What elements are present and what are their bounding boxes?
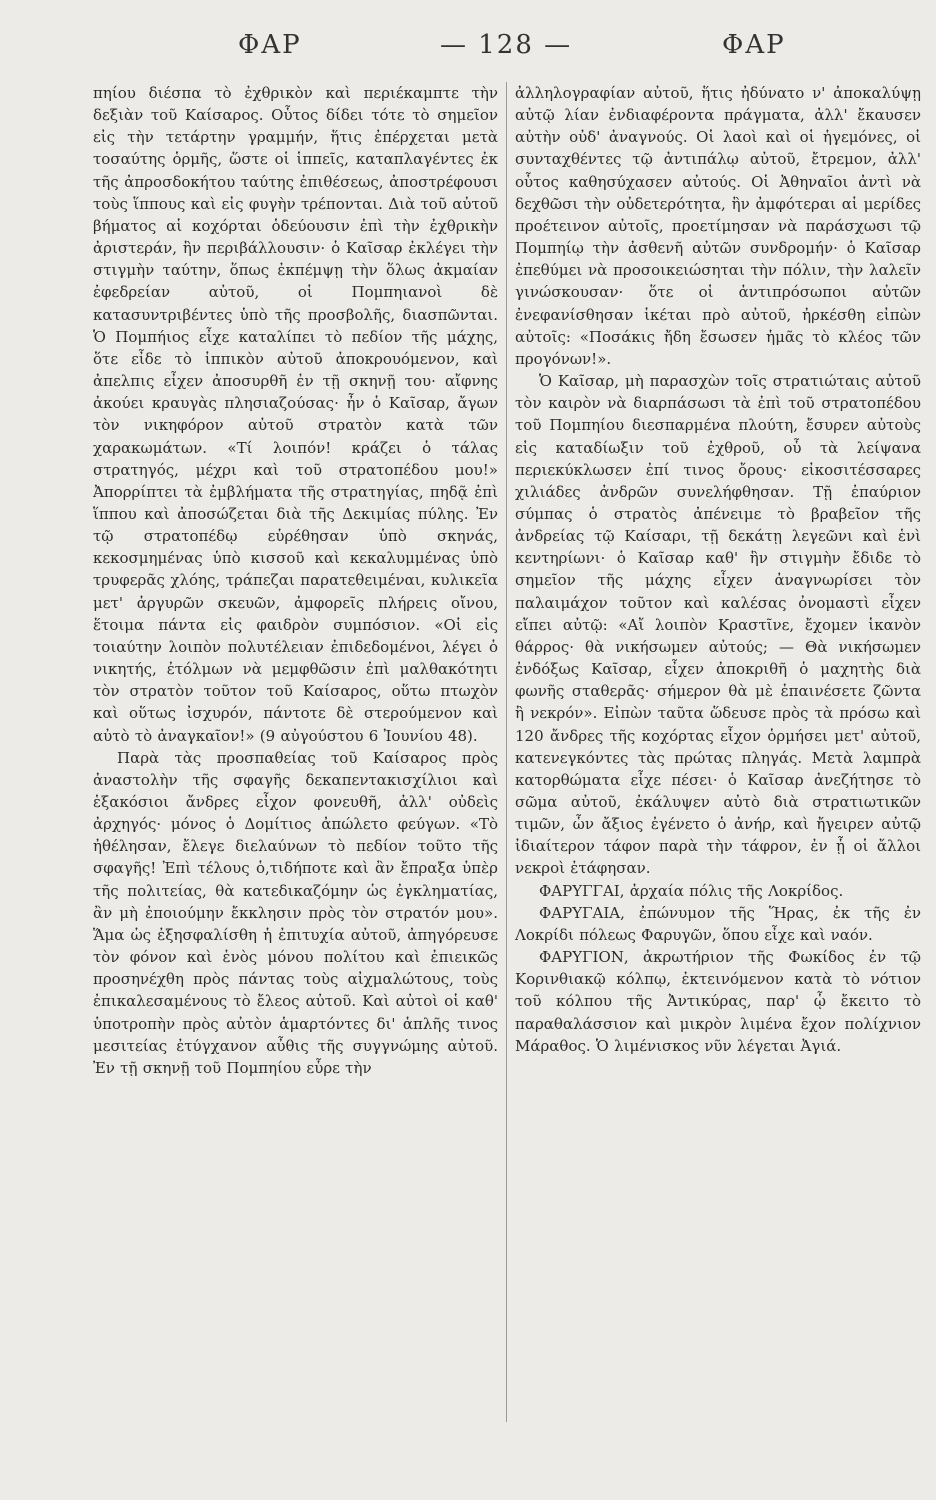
column-divider [506,82,507,1422]
page-number: — 128 — [440,30,573,60]
entry-farygai: ΦΑΡΥΓΓΑΙ, ἀρχαία πόλις τῆς Λοκρίδος. [539,881,844,900]
right-paragraph-1: ἀλληλογραφίαν αὐτοῦ, ἥτις ἠδύνατο ν' ἀποκαλύψῃ αὐτῷ λίαν ἐνδιαφέροντα πράγματα, ἀλλ' ἔκαυσεν αὐτὴν οὐδ' ἀναγνούς. Οἱ λαοὶ καὶ οἱ ἡγεμόνες, οἱ συνταχθέντες τῷ ἀντιπάλῳ αὐτοῦ, ἔτρεμον, ἀλλ' οὗτος καθησύχασεν αὐτούς. Οἱ Ἀθηναῖοι ἀντὶ νὰ δεχθῶσι τὴν οὐδετερότητα, ἣν ἀμφότεραι αἱ μερίδες προέτεινον αὐτοῖς, προετίμησαν νὰ παράσχωσι τῷ Πομπηίῳ τὴν ἀσθενῆ αὐτῶν συνδρομήν· ὁ Καῖσαρ ἐπεθύμει νὰ προσοικειώσηται τὴν πόλιν, τὴν λαλεῖν γινώσκουσαν· ὅτε οἱ ἀντιπρόσωποι αὐτῶν ἐνεφανίσθησαν ἱκέται πρὸ αὐτοῦ, ἠρκέσθη εἰπὼν αὐτοῖς: «Ποσάκις ἤδη ἔσωσεν ἡμᾶς τὸ κλέος τῶν προγόνων!». [515,84,921,368]
left-paragraph-2: Παρὰ τὰς προσπαθείας τοῦ Καίσαρος πρὸς ἀναστολὴν τῆς σφαγῆς δεκαπεντακισχίλιοι καὶ ἑξακόσιοι ἄνδρες εἶχον φονευθῆ, ἀλλ' οὐδεὶς ἀρχηγός· μόνος ὁ Δομίτιος ἀπώλετο φεύγων. «Τὸ ἠθέλησαν, ἔλεγε διελαύνων τὸ πεδίον τοῦτο τῆς σφαγῆς! Ἐπὶ τέλους ὁ,τιδήποτε καὶ ἂν ἔπραξα ὑπὲρ τῆς πολιτείας, θὰ κατεδικαζόμην ὡς ἐγκληματίας, ἂν μὴ ἐποιούμην ἔκκλησιν πρὸς τὸν στρατόν μου». Ἅμα ὡς ἐξησφαλίσθη ἡ ἐπιτυχία αὐτοῦ, ἀπηγόρευσε τὸν φόνον καὶ ἑνὸς μόνου πολίτου καὶ ἐπιεικῶς προσηνέχθη πρὸς πάντας τοὺς αἰχμαλώτους, τοὺς ἐπικαλεσαμένους τὸ ἔλεος αὐτοῦ. Καὶ αὐτοὶ οἱ καθ' ὑποτροπὴν πρὸς αὐτὸν ἁμαρτόντες δι' ἁπλῆς τινος μεσιτείας ἐτύγχανον αὖθις τῆς συγγνώμης αὐτοῦ. Ἐν τῇ σκηνῇ τοῦ Πομπηίου εὗρε τὴν [93,748,498,1077]
running-head-right: ΦΑΡ [722,30,786,60]
right-paragraph-2: Ὁ Καῖσαρ, μὴ παρασχὼν τοῖς στρατιώταις αὐτοῦ τὸν καιρὸν νὰ διαρπάσωσι τὰ ἐπὶ τοῦ στρατοπέδου τοῦ Πομπηίου διεσπαρμένα πλούτη, ἔσυρεν αὐτοὺς εἰς καταδίωξιν τοῦ ἐχθροῦ, οὗ τὰ λείψανα περιεκύκλωσεν ἐπί τινος ὄρους· εἰκοσιτέσσαρες χιλιάδες ἀνδρῶν συνελήφθησαν. Τῇ ἐπαύριον σύμπας ὁ στρατὸς ἀπένειμε τὸ βραβεῖον τῆς ἀνδρείας τῷ Καίσαρι, τῇ δεκάτῃ λεγεῶνι καὶ ἑνὶ κεντηρίωνι· ὁ Καῖσαρ καθ' ἣν στιγμὴν ἔδιδε τὸ σημεῖον τῆς μάχης εἶχεν ἀναγνωρίσει τὸν παλαιμάχον τοῦτον καὶ καλέσας ὀνομαστὶ εἶχεν εἴπει αὐτῷ: «Αἴ λοιπὸν Κραστῖνε, ἔχομεν ἱκανὸν θάρρος· θὰ νικήσωμεν αὐτούς; — Θὰ νικήσωμεν ἐνδόξως Καῖσαρ, εἶχεν ἀποκριθῆ ὁ μαχητὴς διὰ φωνῆς σταθερᾶς· σήμερον θὰ μὲ ἐπαινέσετε ζῶντα ἢ νεκρόν». Εἰπὼν ταῦτα ὥδευσε πρὸς τὰ πρόσω καὶ 120 ἄνδρες τῆς κοχόρτας εἶχον ὁρμήσει μετ' αὐτοῦ, κατενεγκόντες τὰς πρώτας πληγάς. Μετὰ λαμπρὰ κατορθώματα εἶχε πέσει· ὁ Καῖσαρ ἀνεζήτησε τὸ σῶμα αὐτοῦ, ἐκάλυψεν αὐτὸ διὰ στρατιωτικῶν τιμῶν, ὧν ἄξιος ἐγένετο ὁ ἀνήρ, καὶ ἤγειρεν αὐτῷ ἰδιαίτερον τάφον παρὰ τὴν τάφρον, ἐν ᾗ οἱ ἄλλοι νεκροὶ ἐτάφησαν. [515,372,921,878]
entry-farygaia: ΦΑΡΥΓΑΙΑ, ἐπώνυμον τῆς Ἥρας, ἐκ τῆς ἐν Λοκρίδι πόλεως Φαρυγῶν, ὅπου εἶχε καὶ ναόν. [515,903,921,944]
entry-farygion: ΦΑΡΥΓΙΟΝ, ἀκρωτήριον τῆς Φωκίδος ἐν τῷ Κορινθιακῷ κόλπῳ, ἐκτεινόμενον κατὰ τὸ νότιον τοῦ κόλπου τῆς Ἀντικύρας, παρ' ᾧ ἔκειτο τὸ παραθαλάσσιον καὶ μικρὸν λιμένα ἔχον πολίχνιον Μάραθος. Ὁ λιμένισκος νῦν λέγεται Ἀγιά. [515,948,921,1055]
left-paragraph-1: πηίου διέσπα τὸ ἐχθρικὸν καὶ περιέκαμπτε τὴν δεξιὰν τοῦ Καίσαρος. Οὗτος δίδει τότε τὸ σημεῖον εἰς τὴν τετάρτην γραμμήν, ἥτις ἐπέρχεται μετὰ τοσαύτης ὁρμῆς, ὥστε οἱ ἱππεῖς, καταπλαγέντες ἐκ τῆς ἀπροσδοκήτου ταύτης ἐπιθέσεως, ἀποστρέφουσι τοὺς ἵππους καὶ εἰς φυγὴν τρέπονται. Διὰ τοῦ αὐτοῦ βήματος αἱ κοχόρται ὁδεύουσιν ἐπὶ τὴν ἐχθρικὴν ἀριστεράν, ἣν περιβάλλουσιν· ὁ Καῖσαρ ἐκλέγει τὴν στιγμὴν ταύτην, ὅπως ἐκπέμψῃ τὴν ὅλως ἀκμαίαν ἐφεδρείαν αὐτοῦ, οἱ Πομπηιανοὶ δὲ κατασυντριβέντες ὑπὸ τῆς προσβολῆς, διασπῶνται. Ὁ Πομπήιος εἶχε καταλίπει τὸ πεδίον τῆς μάχης, ὅτε εἶδε τὸ ἱππικὸν αὐτοῦ ἀποκρουόμενον, καὶ ἀπελπις εἶχεν ἀποσυρθῆ ἐν τῇ σκηνῇ του· αἴφνης ἀκούει κραυγὰς πλησιαζούσας· ἦν ὁ Καῖσαρ, ἄγων τὸν νικηφόρον αὐτοῦ στρατὸν κατὰ τῶν χαρακωμάτων. «Τί λοιπόν! κράζει ὁ τάλας στρατηγός, μέχρι καὶ τοῦ στρατοπέδου μου!» Ἀπορρίπτει τὰ ἐμβλήματα τῆς στρατηγίας, πηδᾷ ἐπὶ ἵππου καὶ ἀποσώζεται διὰ τῆς Δεκιμίας πύλης. Ἐν τῷ στρατοπέδῳ εὑρέθησαν ὑπὸ σκηνάς, κεκοσμημένας ὑπὸ κισσοῦ καὶ κεκαλυμμένας ὑπὸ τρυφερᾶς χλόης, τράπεζαι παρατεθειμέναι, κυλικεῖα μετ' ἀργυρῶν σκευῶν, ἀμφορεῖς πλήρεις οἴνου, ἕτοιμα πάντα εἰς φαιδρὸν συμπόσιον. «Οἱ εἰς τοιαύτην λοιπὸν πολυτέλειαν ἐπιδεδομένοι, λέγει ὁ νικητής, ἐτόλμων νὰ μεμφθῶσιν ἐπὶ μαλθακότητι τὸν στρατὸν τοῦτον τοῦ Καίσαρος, οὕτω πτωχὸν καὶ οὕτως ἰσχυρόν, πάντοτε δὲ στερούμενον καὶ αὐτὸ τὸ ἀναγκαῖον!» (9 αὐγούστου 6 Ἰουνίου 48). [93,84,498,745]
running-head-left: ΦΑΡ [238,30,302,60]
left-column [93,82,498,1079]
right-column [515,82,921,1057]
